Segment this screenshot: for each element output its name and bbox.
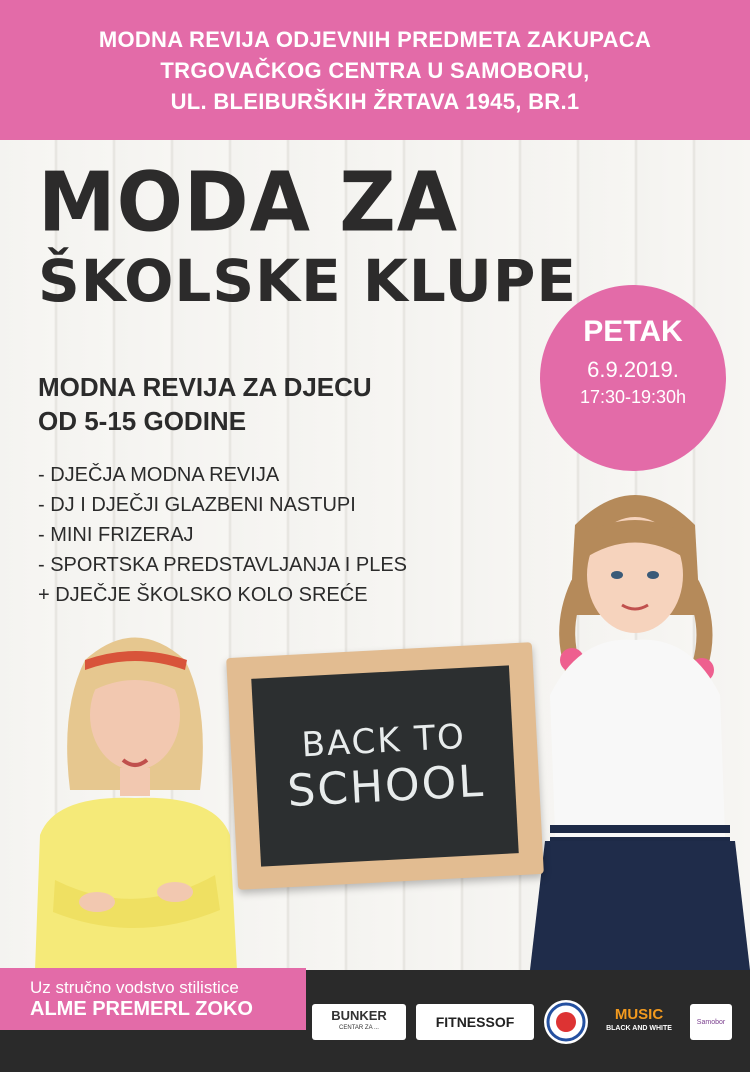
chalkboard-text (251, 665, 518, 866)
event-header-banner (0, 0, 750, 140)
header-line-3: UL. BLEIBURŠKIH ŽRTAVA 1945, BR.1 (170, 88, 580, 114)
club-badge-icon (546, 1002, 586, 1042)
bunker-logo-sub: CENTAR ZA ... (339, 1025, 379, 1031)
event-time: 17:30-19:30h (579, 387, 687, 407)
sponsor-logos (312, 992, 742, 1052)
subtitle-line-2: OD 5-15 GODINE (38, 406, 247, 436)
feature-item: - DJ I DJEČJI GLAZBENI NASTUPI (38, 494, 356, 516)
bunker-logo-text: BUNKER (331, 1008, 387, 1023)
headline-line-2: ŠKOLSKE KLUPE (38, 247, 577, 315)
event-day: PETAK (583, 315, 683, 348)
headline-line-1: MODA ZA (38, 155, 459, 251)
fitness-logo-text: FITNESS (435, 1014, 495, 1030)
event-subtitle (38, 370, 372, 438)
music-logo-sub: BLACK AND WHITE (606, 1025, 672, 1032)
header-line-2: TRGOVAČKOG CENTRA U SAMOBORU, (160, 57, 590, 83)
stylist-name: ALME PREMERL ZOKO (30, 997, 253, 1020)
header-line-1: MODNA REVIJA ODJEVNIH PREDMETA ZAKUPACA (98, 26, 652, 52)
stylist-credit (0, 968, 306, 1030)
chalk-line-2: SCHOOL (286, 755, 487, 817)
feature-item: + DJEČJE ŠKOLSKO KOLO SREĆE (38, 584, 368, 606)
fitness-logo-suffix: OF (494, 1014, 515, 1030)
event-date: 6.9.2019. (587, 357, 679, 382)
back-to-school-chalkboard (226, 642, 544, 890)
stylist-photo (15, 620, 255, 970)
poster-headline (38, 155, 577, 316)
music-logo (598, 1004, 680, 1040)
bunker-logo (312, 1004, 406, 1040)
dance-club-logo (690, 1004, 732, 1040)
feature-item: - SPORTSKA PREDSTAVLJANJA I PLES (38, 554, 408, 576)
girl-photo (520, 465, 750, 970)
feature-item: - DJEČJA MODNA REVIJA (38, 464, 280, 486)
dance-logo-text: Samobor (696, 1018, 726, 1026)
feature-list (38, 460, 407, 610)
stylist-intro: Uz stručno vodstvo stilistice (30, 977, 239, 997)
club-badge-logo (544, 1000, 588, 1044)
chalk-line-1: BACK TO (300, 716, 467, 765)
feature-item: - MINI FRIZERAJ (38, 524, 194, 546)
date-badge (540, 285, 726, 471)
subtitle-line-1: MODNA REVIJA ZA DJECU (38, 372, 372, 402)
fitness-logo (416, 1004, 534, 1040)
music-logo-text: MUSIC (614, 1006, 664, 1023)
